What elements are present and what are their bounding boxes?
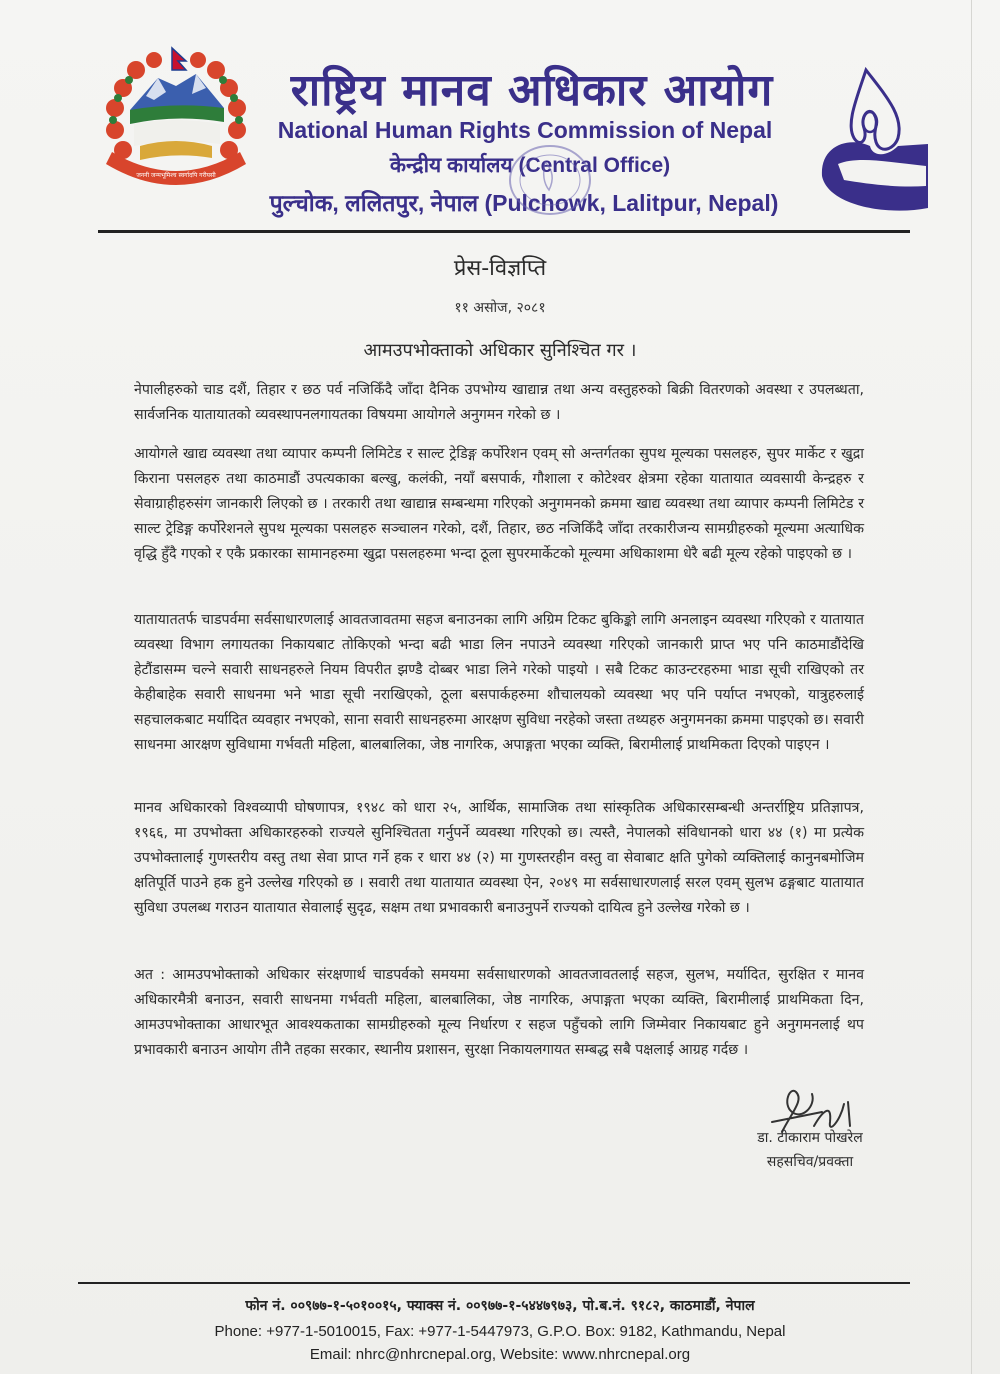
commission-title-nepali: राष्ट्रिय मानव अधिकार आयोग bbox=[290, 65, 774, 116]
website-link[interactable]: www.nhrcnepal.org bbox=[562, 1346, 691, 1363]
body-paragraph: यातायाततर्फ चाडपर्वमा सर्वसाधारणलाई आवतजावतमा सहज बनाउनका लागि अग्रिम टिकट बुकिङ्को लागि अनलाइन व्यवस्था गरिएको र यातायात व्यवस्था विभाग लगायतका निकायबाट तोकिएको भन्दा बढी भाडा लिन नपाउने व्यवस्था गरिएको जानकारी प्राप्त भए पनि काठमाडौंदेखि हेटौंडासम्म चल्ने सवारी साधनहरुले नियम विपरीत झण्डै दोब्बर भाडा लिने गरेको पाइयो । सबै टिकट काउन्टरहरुमा भाडा सूची राखिएको तर केहीबाहेक सवारी साधनमा भने भाडा सूची नराखिएको, ठूला बसपार्कहरुमा शौचालयको व्यवस्था भए पनि पर्याप्त नभएको, यात्रुहरुलाई सहचालकबाट मर्यादित व्यवहार नभएको, साना सवारी साधनहरुमा आरक्षण सुविधा नरहेको जस्ता तथ्यहरु अनुगमनका क्रममा पाइएको छ। सवारी साधनमा आरक्षण सुविधामा गर्भवती महिला, बालबालिका, जेष्ठ नागरिक, अपाङ्गता भएका व्यक्ति, बिरामीलाई प्राथमिकता दिएको पाइएन । bbox=[134, 612, 864, 753]
body-paragraph: अत : आमउपभोक्ताको अधिकार संरक्षणार्थ चाडपर्वको समयमा सर्वसाधारणको आवतजावतलाई सहज, सुलभ, मर्यादित, सुरक्षित र मानव अधिकारमैत्री बनाउन, सवारी साधनमा गर्भवती महिला, बालबालिका, जेष्ठ नागरिक, अपाङ्गता भएका व्यक्ति, बिरामीलाई प्राथमिकता दिन, आमउपभोक्ताका आधारभूत आवश्यकताका सामग्रीहरुको मूल्य निर्धारण र सहज पहुँचको लागि जिम्मेवार निकायबाट हुने अनुगमनलाई थप प्रभावकारी बनाउन आयोग तीनै तहका सरकार, स्थानीय प्रशासन, सुरक्षा निकायलगायत सम्बद्ध सबै पक्षलाई आग्रह गर्दछ । bbox=[134, 967, 864, 1058]
office-name: केन्द्रीय कार्यालय (Central Office) bbox=[389, 154, 671, 177]
press-release-title: प्रेस-विज्ञप्ति bbox=[453, 256, 547, 281]
release-date: ११ असोज, २०८१ bbox=[454, 300, 546, 316]
office-address: पुल्चोक, ललितपुर, नेपाल (Pulchowk, Lalitpur, Nepal) bbox=[269, 190, 779, 216]
website-label: , Website: bbox=[491, 1346, 563, 1363]
signer-name: डा. टीकाराम पोखरेल bbox=[757, 1130, 863, 1146]
release-subject: आमउपभोक्ताको अधिकार सुनिश्चित गर । bbox=[363, 340, 637, 361]
commission-title-english: National Human Rights Commission of Nepal bbox=[277, 117, 773, 143]
email-label: Email: bbox=[309, 1346, 356, 1363]
body-paragraph: मानव अधिकारको विश्वव्यापी घोषणापत्र, १९४८ को धारा २५, आर्थिक, सामाजिक तथा सांस्कृतिक अधिकारसम्बन्धी अन्तर्राष्ट्रिय प्रतिज्ञापत्र, १९६६, मा उपभोक्ता अधिकारहरुको राज्यले सुनिश्चितता गर्नुपर्ने व्यवस्था गरिएको छ। त्यस्तै, नेपालको संविधानको धारा ४४ (१) मा प्रत्येक उपभोक्तालाई गुणस्तरीय वस्तु तथा सेवा प्राप्त गर्ने हक र धारा ४४ (२) मा गुणस्तरहीन वस्तु वा सेवाबाट क्षति पुगेको व्यक्तिलाई कानुनबमोजिम क्षतिपूर्ति पाउने हक हुने उल्लेख गरिएको छ । सवारी तथा यातायात व्यवस्था ऐन, २०४९ मा सर्वसाधारणलाई सरल एवम् सुलभ ढङ्गबाट यातायात सुविधा उपलब्ध गराउन यातायात सेवालाई सुदृढ, सक्षम तथा प्रभावकारी बनाउनुपर्ने राज्यको दायित्व हुने उल्लेख गरेको छ । bbox=[134, 800, 865, 916]
footer-divider bbox=[78, 1282, 910, 1284]
email-link[interactable]: nhrc@nhrcnepal.org bbox=[355, 1346, 492, 1363]
footer-email-website bbox=[0, 1346, 1000, 1363]
emblem-flag bbox=[172, 48, 186, 70]
nhrc-logo-icon bbox=[808, 66, 928, 216]
body-paragraph: आयोगले खाद्य व्यवस्था तथा व्यापार कम्पनी लिमिटेड र साल्ट ट्रेडिङ्ग कर्पोरेशन एवम् सो अन्तर्गतका सुपथ मूल्यका पसलहरु, सुपर मार्केट र खुद्रा किराना पसलहरु तथा काठमाडौं उपत्यकाका बल्खु, कलंकी, नयाँ बसपार्क, गौशाला र कोटेश्वर क्षेत्रमा रहेका यातायात व्यवसायी केन्द्रहरु र सेवाग्राहीहरुसंग जानकारी लिएको छ । तरकारी तथा खाद्यान्न सम्बन्धमा गरिएको अनुगमनको क्रममा खाद्य व्यवस्था तथा व्यापार कम्पनी लिमिटेड र साल्ट ट्रेडिङ्ग कर्पोरेशनले सुपथ मूल्यका पसलहरु सञ्चालन गरेको, दशैं, तिहार, छठ नजिकिँदै जाँदा तरकारीजन्य सामग्रीहरुको मूल्यमा अत्याधिक वृद्धि हुँदै गएको र एकै प्रकारका सामानहरुमा खुद्रा पसलहरुमा भन्दा ठूला सुपरमार्केटको मूल्यमा अधिकाशमा धेरै बढी मूल्य रहेको पाइएको छ । bbox=[134, 446, 864, 562]
emblem-mountain bbox=[130, 74, 224, 110]
footer-contact-nepali: फोन नं. ००९७७-१-५०१००१५, फ्याक्स नं. ००९७७-१-५४४७९७३, पो.ब.नं. ९१८२, काठमाडौं, नेपाल bbox=[245, 1298, 755, 1314]
svg-text:जननी जन्मभूमिश्च स्वर्गादपि गर: जननी जन्मभूमिश्च स्वर्गादपि गरीयसी bbox=[136, 172, 216, 179]
header-divider bbox=[98, 230, 910, 233]
office-stamp-icon bbox=[505, 140, 595, 220]
nepal-emblem-icon bbox=[96, 40, 256, 200]
body-paragraph: नेपालीहरुको चाड दशैं, तिहार र छठ पर्व नजिकिँदै जाँदा दैनिक उपभोग्य खाद्यान्न तथा अन्य वस्तुहरुको बिक्री वितरणको अवस्था र उपलब्धता, सार्वजनिक यातायातको व्यवस्थापनलगायतका विषयमा आयोगले अनुगमन गरेको छ । bbox=[134, 382, 864, 423]
signer-title: सहसचिव/प्रवक्ता bbox=[766, 1154, 854, 1170]
page-crease bbox=[971, 0, 972, 1374]
footer-contact-english: Phone: +977-1-5010015, Fax: +977-1-5447973, G.P.O. Box: 9182, Kathmandu, Nepal bbox=[214, 1323, 786, 1340]
